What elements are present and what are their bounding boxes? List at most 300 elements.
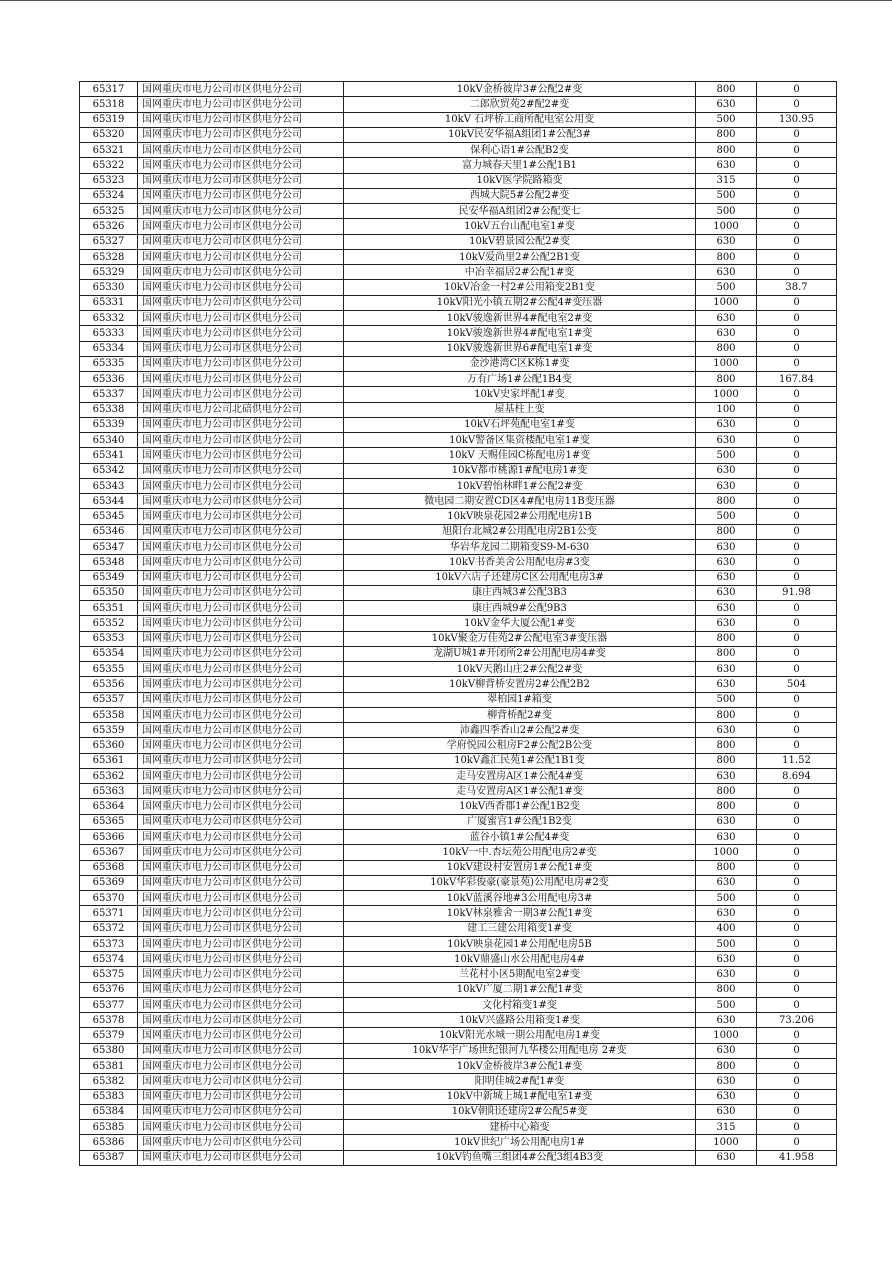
org-name-cell: 国网重庆市电力公司市区供电分公司 [138,265,344,280]
table-row [80,188,837,203]
org-name-cell: 国网重庆市电力公司市区供电分公司 [138,326,344,341]
capacity-cell: 630 [696,616,757,631]
table-row [80,555,837,570]
org-name-cell: 国网重庆市电力公司市区供电分公司 [138,1104,344,1119]
table-row [80,387,837,402]
value-cell: 0 [757,784,837,799]
org-name-cell: 国网重庆市电力公司市区供电分公司 [138,448,344,463]
table-row [80,1043,837,1058]
table-row [80,372,837,387]
value-cell: 0 [757,234,837,249]
org-name-cell: 国网重庆市电力公司市区供电分公司 [138,494,344,509]
transformer-name-cell: 10kV 石坪桥工商所配电室公用变 [344,112,696,127]
capacity-cell: 800 [696,860,757,875]
capacity-cell: 800 [696,646,757,661]
record-id-cell: 65375 [80,967,138,982]
table-row [80,143,837,158]
transformer-name-cell: 10kV医学院路箱变 [344,173,696,188]
transformer-name-cell: 10kV骏逸新世界4#配电室1#变 [344,326,696,341]
record-id-cell: 65382 [80,1074,138,1089]
value-cell: 0 [757,738,837,753]
transformer-name-cell: 10kV六店子还建房C区公用配电房3# [344,570,696,585]
org-name-cell: 国网重庆市电力公司市区供电分公司 [138,936,344,951]
value-cell: 0 [757,524,837,539]
table-row [80,768,837,783]
table-row [80,82,837,97]
capacity-cell: 630 [696,1013,757,1028]
table-row [80,692,837,707]
org-name-cell: 国网重庆市电力公司市区供电分公司 [138,646,344,661]
table-row [80,280,837,295]
record-id-cell: 65369 [80,875,138,890]
record-id-cell: 65318 [80,97,138,112]
org-name-cell: 国网重庆市电力公司市区供电分公司 [138,631,344,646]
org-name-cell: 国网重庆市电力公司市区供电分公司 [138,1135,344,1150]
capacity-cell: 630 [696,1089,757,1104]
capacity-cell: 500 [696,692,757,707]
value-cell: 0 [757,463,837,478]
table-row [80,112,837,127]
org-name-cell: 国网重庆市电力公司市区供电分公司 [138,799,344,814]
capacity-cell: 1000 [696,219,757,234]
record-id-cell: 65357 [80,692,138,707]
table-row [80,891,837,906]
transformer-name-cell: 10kV骏逸新世界6#配电室1#变 [344,341,696,356]
record-id-cell: 65373 [80,936,138,951]
value-cell: 0 [757,494,837,509]
value-cell: 0 [757,1089,837,1104]
table-row [80,646,837,661]
table-row [80,631,837,646]
transformer-name-cell: 10kV柳背桥安置房2#公配2B2 [344,677,696,692]
record-id-cell: 65336 [80,372,138,387]
record-id-cell: 65368 [80,860,138,875]
capacity-cell: 800 [696,341,757,356]
transformer-name-cell: 龙湖U城1#开闭所2#公用配电房4#变 [344,646,696,661]
capacity-cell: 315 [696,173,757,188]
org-name-cell: 国网重庆市电力公司市区供电分公司 [138,616,344,631]
record-id-cell: 65321 [80,143,138,158]
value-cell: 0 [757,1074,837,1089]
capacity-cell: 630 [696,433,757,448]
value-cell: 0 [757,997,837,1012]
value-cell: 0 [757,433,837,448]
record-id-cell: 65340 [80,433,138,448]
record-id-cell: 65371 [80,906,138,921]
table-row [80,97,837,112]
table-row [80,784,837,799]
capacity-cell: 630 [696,1043,757,1058]
transformer-name-cell: 广厦蜜宫1#公配1B2变 [344,814,696,829]
org-name-cell: 国网重庆市电力公司市区供电分公司 [138,433,344,448]
transformer-name-cell: 10kV骏逸新世界4#配电室2#变 [344,310,696,325]
capacity-cell: 800 [696,784,757,799]
org-name-cell: 国网重庆市电力公司市区供电分公司 [138,219,344,234]
record-id-cell: 65327 [80,234,138,249]
transformer-table [79,81,837,1166]
org-name-cell: 国网重庆市电力公司市区供电分公司 [138,662,344,677]
transformer-name-cell: 10kV民安华福A组团1#公配3# [344,127,696,142]
org-name-cell: 国网重庆市电力公司市区供电分公司 [138,1059,344,1074]
transformer-name-cell: 10kV阳光小镇五期2#公配4#变压器 [344,295,696,310]
record-id-cell: 65354 [80,646,138,661]
capacity-cell: 500 [696,891,757,906]
value-cell: 0 [757,326,837,341]
capacity-cell: 630 [696,555,757,570]
table-row [80,738,837,753]
value-cell: 0 [757,341,837,356]
capacity-cell: 500 [696,112,757,127]
value-cell: 0 [757,509,837,524]
transformer-name-cell: 10kV金华大厦公配1#变 [344,616,696,631]
value-cell: 0 [757,402,837,417]
record-id-cell: 65319 [80,112,138,127]
capacity-cell: 630 [696,814,757,829]
capacity-cell: 630 [696,723,757,738]
value-cell: 0 [757,387,837,402]
table-row [80,936,837,951]
record-id-cell: 65367 [80,845,138,860]
table-row [80,478,837,493]
value-cell: 0 [757,646,837,661]
table-row [80,601,837,616]
capacity-cell: 630 [696,662,757,677]
value-cell: 0 [757,539,837,554]
table-row [80,1074,837,1089]
record-id-cell: 65346 [80,524,138,539]
capacity-cell: 800 [696,127,757,142]
value-cell: 0 [757,188,837,203]
transformer-name-cell: 10kV鑫汇民苑1#公配1B1变 [344,753,696,768]
org-name-cell: 国网重庆市电力公司市区供电分公司 [138,982,344,997]
capacity-cell: 500 [696,280,757,295]
table-row [80,249,837,264]
table-row [80,799,837,814]
capacity-cell: 630 [696,906,757,921]
capacity-cell: 800 [696,249,757,264]
record-id-cell: 65324 [80,188,138,203]
capacity-cell: 630 [696,875,757,890]
org-name-cell: 国网重庆市电力公司市区供电分公司 [138,738,344,753]
transformer-name-cell: 10kV华彩俊豪(豪景苑)公用配电房#2变 [344,875,696,890]
record-id-cell: 65372 [80,921,138,936]
transformer-name-cell: 10kV蓝溪谷地#3公用配电房3# [344,891,696,906]
value-cell: 167.84 [757,372,837,387]
value-cell: 38.7 [757,280,837,295]
record-id-cell: 65360 [80,738,138,753]
table-row [80,830,837,845]
capacity-cell: 100 [696,402,757,417]
value-cell: 0 [757,662,837,677]
org-name-cell: 国网重庆市电力公司市区供电分公司 [138,82,344,97]
transformer-name-cell: 10kV林泉雅舍一期3#公配1#变 [344,906,696,921]
transformer-name-cell: 康庄西城9#公配9B3 [344,601,696,616]
value-cell: 0 [757,1028,837,1043]
record-id-cell: 65363 [80,784,138,799]
org-name-cell: 国网重庆市电力公司市区供电分公司 [138,478,344,493]
transformer-name-cell: 10kV一中.杏坛苑公用配电房2#变 [344,845,696,860]
table-row [80,570,837,585]
org-name-cell: 国网重庆市电力公司市区供电分公司 [138,768,344,783]
capacity-cell: 630 [696,570,757,585]
record-id-cell: 65349 [80,570,138,585]
value-cell: 0 [757,219,837,234]
transformer-name-cell: 10kV石坪苑配电室1#变 [344,417,696,432]
transformer-name-cell: 康庄西城3#公配3B3 [344,585,696,600]
value-cell: 504 [757,677,837,692]
transformer-name-cell: 兰花村小区5期配电室2#变 [344,967,696,982]
record-id-cell: 65359 [80,723,138,738]
transformer-name-cell: 10kV朝阳还建房2#公配5#变 [344,1104,696,1119]
table-row [80,1089,837,1104]
record-id-cell: 65329 [80,265,138,280]
record-id-cell: 65366 [80,830,138,845]
capacity-cell: 800 [696,738,757,753]
org-name-cell: 国网重庆市电力公司市区供电分公司 [138,372,344,387]
capacity-cell: 630 [696,310,757,325]
capacity-cell: 800 [696,524,757,539]
table-row [80,402,837,417]
table-row [80,509,837,524]
capacity-cell: 800 [696,82,757,97]
record-id-cell: 65333 [80,326,138,341]
record-id-cell: 65350 [80,585,138,600]
table-row [80,326,837,341]
org-name-cell: 国网重庆市电力公司市区供电分公司 [138,1043,344,1058]
capacity-cell: 400 [696,921,757,936]
org-name-cell: 国网重庆市电力公司市区供电分公司 [138,173,344,188]
transformer-name-cell: 10kV建设村安置房1#公配1#变 [344,860,696,875]
transformer-name-cell: 10kV冶金一村2#公用箱变2B1变 [344,280,696,295]
capacity-cell: 1000 [696,356,757,371]
transformer-name-cell: 10kV华宇广场世纪银河九华楼公用配电房 2#变 [344,1043,696,1058]
capacity-cell: 630 [696,1150,757,1165]
transformer-name-cell: 10kV映泉花园2#公用配电房1B [344,509,696,524]
transformer-name-cell: 10kV兴盛路公用箱变1#变 [344,1013,696,1028]
value-cell: 0 [757,1104,837,1119]
table-row [80,204,837,219]
capacity-cell: 630 [696,417,757,432]
value-cell: 0 [757,417,837,432]
org-name-cell: 国网重庆市电力公司市区供电分公司 [138,891,344,906]
value-cell: 0 [757,982,837,997]
value-cell: 91.98 [757,585,837,600]
transformer-name-cell: 10kV广厦二期1#公配1#变 [344,982,696,997]
table-row [80,616,837,631]
capacity-cell: 500 [696,509,757,524]
transformer-name-cell: 10kV金桥彼岸3#公配2#变 [344,82,696,97]
table-row [80,265,837,280]
capacity-cell: 630 [696,601,757,616]
table-row [80,356,837,371]
transformer-name-cell: 蓝谷小镇1#公配4#变 [344,830,696,845]
record-id-cell: 65383 [80,1089,138,1104]
record-id-cell: 65338 [80,402,138,417]
transformer-name-cell: 万有广场1#公配1B4变 [344,372,696,387]
table-row [80,1120,837,1135]
org-name-cell: 国网重庆市电力公司市区供电分公司 [138,204,344,219]
table-row [80,448,837,463]
org-name-cell: 国网重庆市电力公司市区供电分公司 [138,1120,344,1135]
org-name-cell: 国网重庆市电力公司市区供电分公司 [138,997,344,1012]
record-id-cell: 65385 [80,1120,138,1135]
record-id-cell: 65337 [80,387,138,402]
record-id-cell: 65330 [80,280,138,295]
transformer-name-cell: 西城大院5#公配2#变 [344,188,696,203]
value-cell: 0 [757,204,837,219]
table-row [80,1028,837,1043]
value-cell: 0 [757,692,837,707]
record-id-cell: 65365 [80,814,138,829]
record-id-cell: 65328 [80,249,138,264]
transformer-name-cell: 富力城春天里1#公配1B1 [344,158,696,173]
org-name-cell: 国网重庆市电力公司市区供电分公司 [138,555,344,570]
org-name-cell: 国网重庆市电力公司市区供电分公司 [138,921,344,936]
record-id-cell: 65352 [80,616,138,631]
value-cell: 0 [757,1135,837,1150]
capacity-cell: 630 [696,677,757,692]
capacity-cell: 630 [696,539,757,554]
record-id-cell: 65335 [80,356,138,371]
capacity-cell: 1000 [696,387,757,402]
table-row [80,127,837,142]
transformer-name-cell: 走马安置房A区1#公配4#变 [344,768,696,783]
table-row [80,1104,837,1119]
table-row [80,952,837,967]
table-row [80,677,837,692]
table-row [80,173,837,188]
capacity-cell: 630 [696,830,757,845]
value-cell: 0 [757,1120,837,1135]
org-name-cell: 国网重庆市电力公司市区供电分公司 [138,967,344,982]
value-cell: 0 [757,921,837,936]
capacity-cell: 500 [696,997,757,1012]
transformer-name-cell: 10kV阳光水城一期公用配电房1#变 [344,1028,696,1043]
value-cell: 0 [757,936,837,951]
value-cell: 0 [757,448,837,463]
transformer-name-cell: 柳背桥配2#变 [344,707,696,722]
org-name-cell: 国网重庆市电力公司市区供电分公司 [138,295,344,310]
org-name-cell: 国网重庆市电力公司市区供电分公司 [138,1150,344,1165]
value-cell: 0 [757,967,837,982]
record-id-cell: 65358 [80,707,138,722]
table-row [80,539,837,554]
table-row [80,707,837,722]
capacity-cell: 800 [696,631,757,646]
capacity-cell: 630 [696,265,757,280]
table-row [80,463,837,478]
org-name-cell: 国网重庆市电力公司市区供电分公司 [138,692,344,707]
org-name-cell: 国网重庆市电力公司市区供电分公司 [138,1074,344,1089]
value-cell: 0 [757,952,837,967]
transformer-name-cell: 文化村箱变1#变 [344,997,696,1012]
capacity-cell: 800 [696,982,757,997]
record-id-cell: 65361 [80,753,138,768]
transformer-name-cell: 微电园二期安置CD区4#配电房11B变压器 [344,494,696,509]
value-cell: 0 [757,845,837,860]
org-name-cell: 国网重庆市电力公司市区供电分公司 [138,249,344,264]
capacity-cell: 800 [696,753,757,768]
org-name-cell: 国网重庆市电力公司市区供电分公司 [138,356,344,371]
transformer-name-cell: 10kV世纪广场公用配电房1# [344,1135,696,1150]
table-row [80,1013,837,1028]
table-row [80,1059,837,1074]
org-name-cell: 国网重庆市电力公司市区供电分公司 [138,952,344,967]
value-cell: 0 [757,265,837,280]
transformer-name-cell: 10kV史家坪配1#变 [344,387,696,402]
transformer-name-cell: 10kV五台山配电室1#变 [344,219,696,234]
table-row [80,997,837,1012]
org-name-cell: 国网重庆市电力公司市区供电分公司 [138,707,344,722]
value-cell: 0 [757,310,837,325]
capacity-cell: 800 [696,143,757,158]
value-cell: 0 [757,631,837,646]
value-cell: 0 [757,97,837,112]
capacity-cell: 630 [696,463,757,478]
record-id-cell: 65326 [80,219,138,234]
org-name-cell: 国网重庆市电力公司市区供电分公司 [138,677,344,692]
record-id-cell: 65377 [80,997,138,1012]
table-row [80,524,837,539]
capacity-cell: 800 [696,494,757,509]
table-row [80,341,837,356]
capacity-cell: 500 [696,936,757,951]
value-cell: 0 [757,891,837,906]
capacity-cell: 500 [696,448,757,463]
value-cell: 0 [757,707,837,722]
org-name-cell: 国网重庆市电力公司市区供电分公司 [138,524,344,539]
table-row [80,585,837,600]
value-cell: 0 [757,555,837,570]
value-cell: 0 [757,249,837,264]
record-id-cell: 65380 [80,1043,138,1058]
org-name-cell: 国网重庆市电力公司市区供电分公司 [138,310,344,325]
transformer-name-cell: 10kV钓鱼嘴三组团4#公配3组4B3变 [344,1150,696,1165]
org-name-cell: 国网重庆市电力公司市区供电分公司 [138,814,344,829]
record-id-cell: 65323 [80,173,138,188]
value-cell: 130.95 [757,112,837,127]
table-row [80,234,837,249]
org-name-cell: 国网重庆市电力公司市区供电分公司 [138,1028,344,1043]
record-id-cell: 65348 [80,555,138,570]
org-name-cell: 国网重庆市电力公司市区供电分公司 [138,1013,344,1028]
capacity-cell: 800 [696,1059,757,1074]
transformer-name-cell: 10kV碧景园公配2#变 [344,234,696,249]
transformer-name-cell: 10kV天鹅山庄2#公配2#变 [344,662,696,677]
capacity-cell: 630 [696,952,757,967]
record-id-cell: 65356 [80,677,138,692]
record-id-cell: 65355 [80,662,138,677]
value-cell: 0 [757,723,837,738]
table-row [80,494,837,509]
org-name-cell: 国网重庆市电力公司市区供电分公司 [138,539,344,554]
transformer-name-cell: 民安华福A组团2#公配变七 [344,204,696,219]
value-cell: 0 [757,570,837,585]
table-row [80,860,837,875]
value-cell: 0 [757,830,837,845]
table-row [80,310,837,325]
record-id-cell: 65379 [80,1028,138,1043]
record-id-cell: 65332 [80,310,138,325]
org-name-cell: 国网重庆市电力公司市区供电分公司 [138,753,344,768]
record-id-cell: 65351 [80,601,138,616]
table-row [80,723,837,738]
transformer-name-cell: 建桥中心箱变 [344,1120,696,1135]
org-name-cell: 国网重庆市电力公司市区供电分公司 [138,234,344,249]
table-row [80,433,837,448]
record-id-cell: 65331 [80,295,138,310]
table-row [80,295,837,310]
